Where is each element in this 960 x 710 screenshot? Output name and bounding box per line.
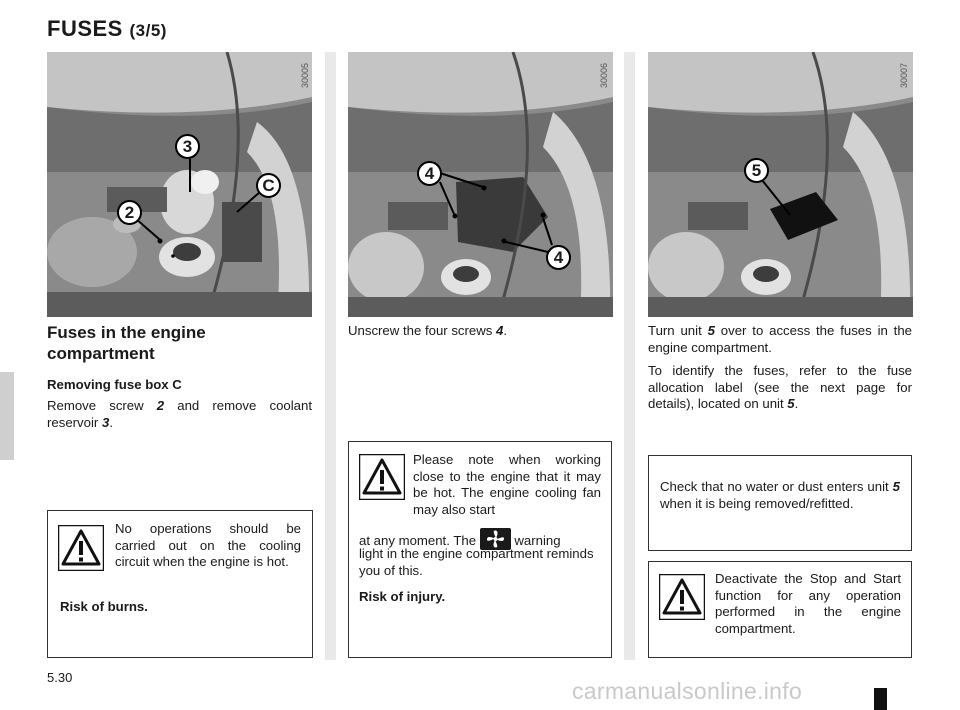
engine-photo-fuse-box-c [47,52,312,317]
warning-risk: Risk of burns. [60,599,148,614]
callout-3: 3 [175,134,200,159]
image-reference-code: 30006 [599,62,609,88]
warning-box-stop-start [648,561,912,658]
column-divider [325,52,336,660]
warning-triangle-icon [659,574,705,620]
image-reference-code: 30007 [899,62,909,88]
warning-box-injury [348,441,612,658]
warning-text: Please note when working close to the engine that it may be hot. The engine cooling fan may also start [413,452,601,517]
callout-c: C [256,173,281,198]
page-number: 5.30 [47,670,73,685]
engine-illustration [348,52,613,317]
warning-text-icon-line: at any moment. The warning [359,528,604,550]
note-box [648,455,912,551]
engine-illustration [648,52,913,317]
body-text: Turn unit 5 over to access the fuses in the engine compartment. [648,323,913,355]
callout-2: 2 [117,200,142,225]
column-divider [624,52,635,660]
callout-4-top: 4 [417,161,442,186]
callout-5: 5 [744,158,769,183]
warning-box-burns [47,510,313,658]
watermark: carmanualsonline.info [572,678,803,704]
warning-text: No operations should be carried out on the cooling circuit when the engine is hot. [115,521,301,569]
section-title: Fuses in the engine compartment [47,323,206,363]
warning-text: Deactivate the Stop and Start function for any operation performed in the engine compartment. [715,571,901,636]
body-text: To identify the fuses, refer to the fuse allocation label (see the next page for details), located on unit 5. [648,363,912,411]
engine-photo-screws [348,52,613,317]
warning-text-continued: light in the engine compartment reminds you of this. [359,546,594,578]
warning-triangle-icon [359,454,405,500]
engine-photo-unit-5 [648,52,913,317]
page-title: FUSES (3/5) [47,16,167,41]
subheading: Removing fuse box C [47,377,182,392]
body-text: Unscrew the four screws 4. [348,323,508,338]
callout-4-bottom: 4 [546,245,571,270]
chapter-tab [0,372,14,460]
image-reference-code: 30005 [300,62,310,88]
note-text: Check that no water or dust enters unit 5 when it is being removed/refitted. [660,479,900,511]
warning-triangle-icon [58,525,104,571]
body-text: Remove screw 2 and remove coolant reservoir 3. [47,398,313,430]
warning-risk: Risk of injury. [359,589,446,604]
page-marker [874,688,887,710]
